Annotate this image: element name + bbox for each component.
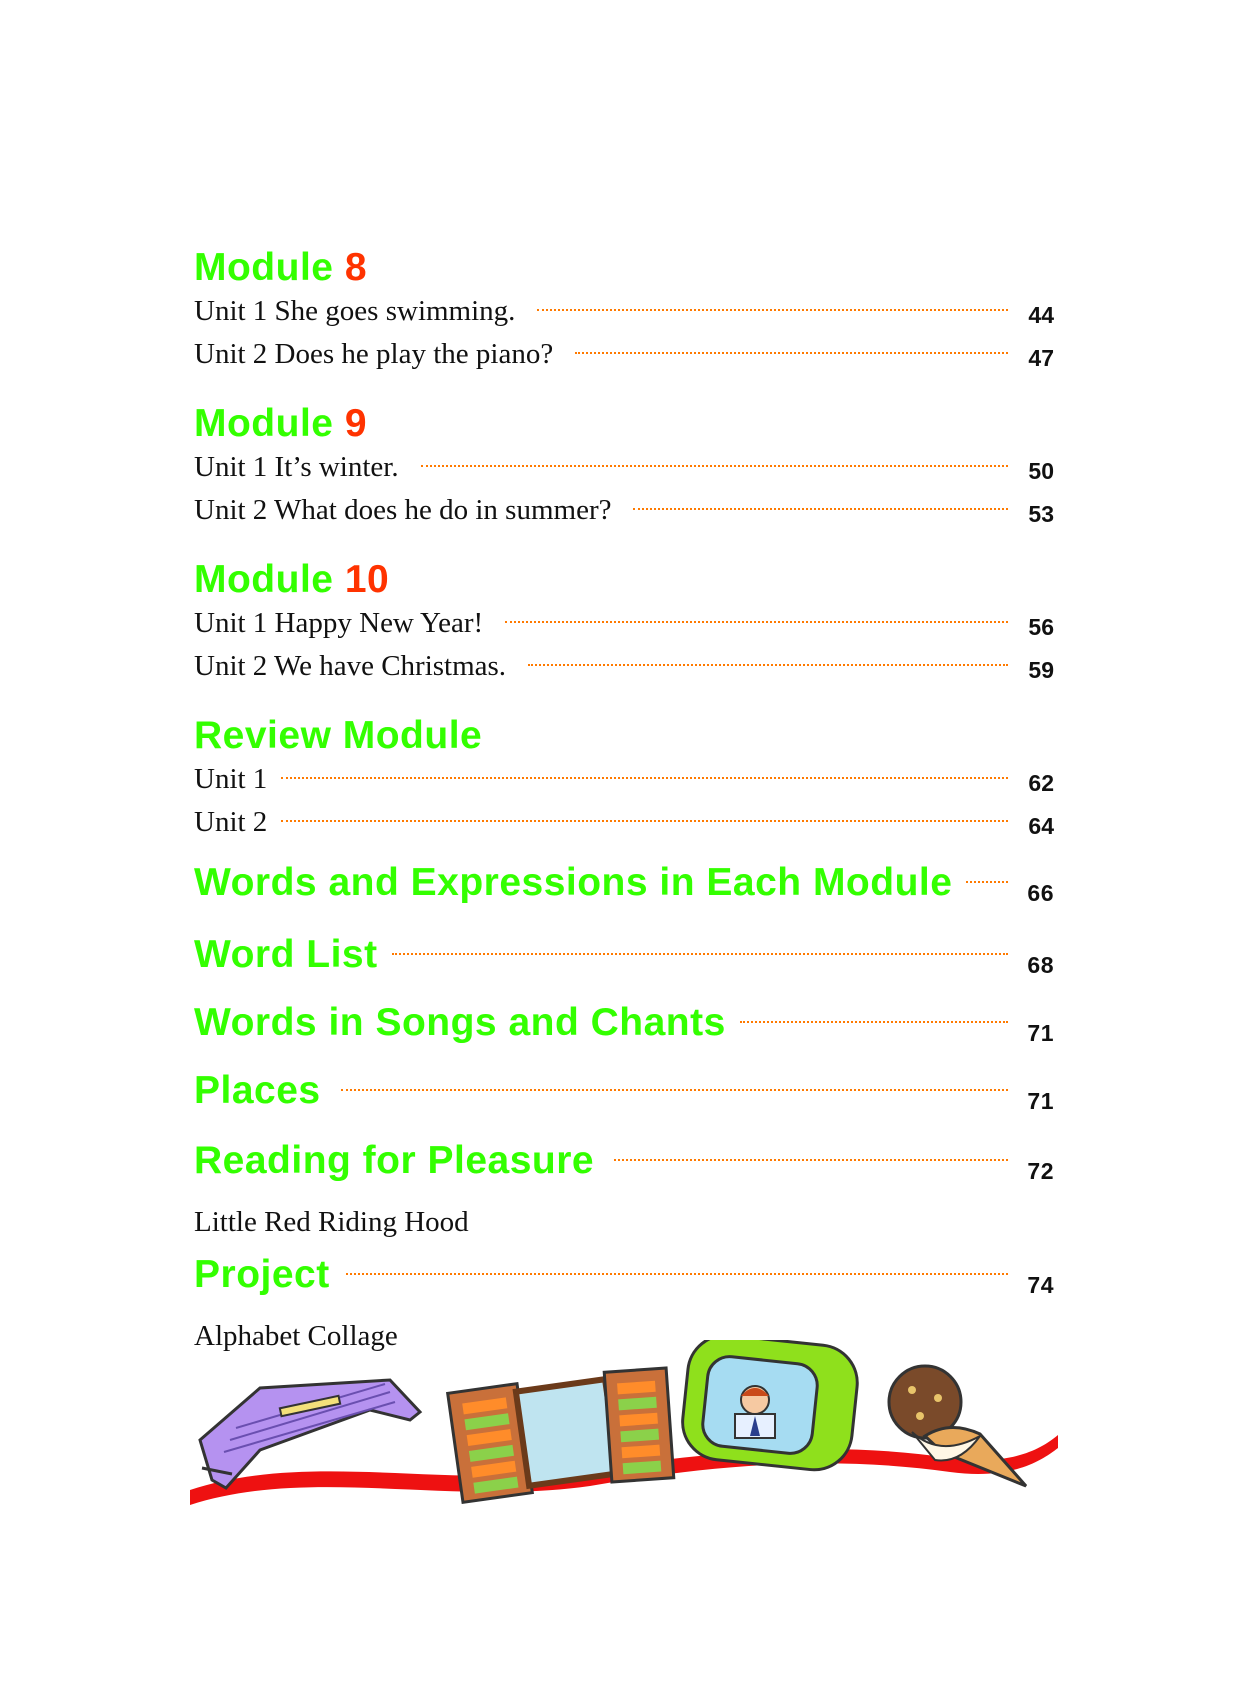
section-subtitle: Alphabet Collage: [194, 1320, 398, 1352]
unit-title: Unit 1 She goes swimming.: [194, 295, 516, 327]
unit-title: Unit 1 Happy New Year!: [194, 607, 484, 639]
dot-leader: [505, 621, 1008, 623]
page-number: 56: [1028, 614, 1054, 640]
dot-leader: [346, 1273, 1008, 1275]
dot-leader: [575, 352, 1008, 354]
toc-entry[interactable]: [194, 333, 1054, 376]
toc-entry[interactable]: [194, 446, 1054, 489]
page-number: 62: [1028, 770, 1054, 796]
page-number: 44: [1028, 302, 1054, 328]
page-number: 53: [1028, 501, 1054, 527]
window-icon: [448, 1368, 674, 1502]
table-of-contents: [194, 246, 1054, 1356]
module-label: Module: [194, 558, 334, 601]
toc-entry[interactable]: [194, 858, 1054, 912]
section-title: Reading for Pleasure: [194, 1139, 595, 1182]
toc-entry[interactable]: [194, 998, 1054, 1052]
review-module-heading: Review Module: [194, 714, 483, 757]
toc-entry[interactable]: [194, 1250, 1054, 1304]
toc-entry[interactable]: [194, 1066, 1054, 1120]
unit-title: Unit 2 We have Christmas.: [194, 650, 507, 682]
page-number: 68: [1027, 952, 1054, 978]
dot-leader: [528, 664, 1008, 666]
dot-leader: [281, 820, 1008, 822]
module-number: 8: [344, 246, 368, 289]
section-title: Word List: [194, 933, 378, 976]
page-number: 59: [1028, 657, 1054, 683]
dot-leader: [740, 1021, 1008, 1023]
toc-entry[interactable]: [194, 645, 1054, 688]
module-8-heading: [194, 246, 1054, 290]
unit-title: Unit 2: [194, 806, 268, 838]
tv-icon: [679, 1340, 861, 1474]
toc-entry[interactable]: [194, 930, 1054, 984]
page-number: 71: [1027, 1020, 1054, 1046]
unit-title: Unit 2 What does he do in summer?: [194, 494, 612, 526]
section-title: Places: [194, 1069, 321, 1112]
module-9-heading: [194, 402, 1054, 446]
section-title: Words in Songs and Chants: [194, 1001, 726, 1044]
dot-leader: [633, 508, 1008, 510]
dot-leader: [281, 777, 1008, 779]
toc-entry[interactable]: [194, 801, 1054, 844]
dot-leader: [966, 881, 1008, 883]
page-number: 72: [1027, 1158, 1054, 1184]
dot-leader: [614, 1159, 1008, 1161]
toc-entry[interactable]: [194, 758, 1054, 801]
page-number: 74: [1027, 1272, 1054, 1298]
decorative-illustrations: [190, 1340, 1060, 1510]
unit-title: Unit 1 It’s winter.: [194, 451, 399, 483]
section-title: Project: [194, 1253, 330, 1296]
toc-entry[interactable]: [194, 290, 1054, 333]
toc-entry[interactable]: [194, 602, 1054, 645]
module-label: Module: [194, 246, 334, 289]
page-number: 71: [1027, 1088, 1054, 1114]
section-title: Words and Expressions in Each Module: [194, 861, 953, 904]
dot-leader: [421, 465, 1008, 467]
module-label: Module: [194, 402, 334, 445]
dot-leader: [537, 309, 1008, 311]
section-subtitle: Little Red Riding Hood: [194, 1206, 469, 1238]
dot-leader: [392, 953, 1008, 955]
unit-title: Unit 2 Does he play the piano?: [194, 338, 554, 370]
page-number: 66: [1027, 880, 1054, 906]
page-number: 64: [1028, 813, 1054, 839]
page-number: 50: [1028, 458, 1054, 484]
module-number: 9: [344, 402, 368, 445]
dot-leader: [341, 1089, 1008, 1091]
module-number: 10: [344, 558, 390, 601]
module-10-heading: [194, 558, 1054, 602]
unit-title: Unit 1: [194, 763, 268, 795]
page-number: 47: [1028, 345, 1054, 371]
toc-entry[interactable]: [194, 1136, 1054, 1190]
toc-entry[interactable]: [194, 489, 1054, 532]
